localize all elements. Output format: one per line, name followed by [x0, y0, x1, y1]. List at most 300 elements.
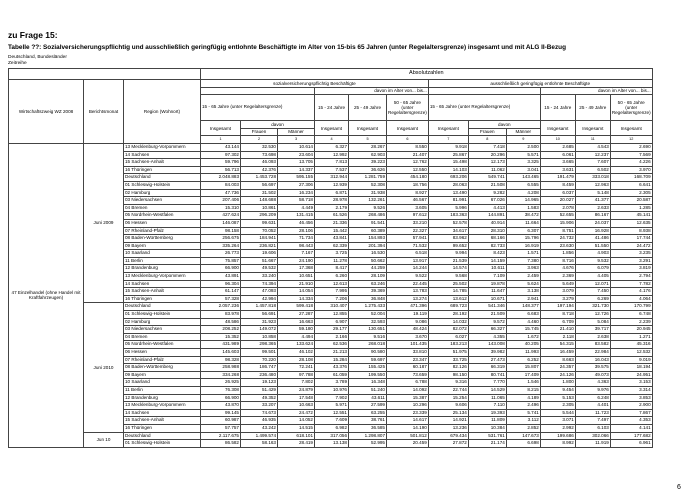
subtitle-series: Zeitreihe [8, 61, 27, 66]
region-cell: 05 Nordrhein-Westfalen [124, 341, 201, 349]
value-cell: 4.543 [575, 143, 610, 151]
value-cell: 50.662 [349, 257, 387, 265]
value-cell: 302.066 [575, 432, 610, 440]
value-cell: 501.812 [387, 432, 429, 440]
column-number: 7 [428, 136, 468, 144]
value-cell: 39.982 [468, 349, 506, 357]
value-cell: 72.241 [278, 364, 315, 372]
value-cell: 24.126 [540, 371, 575, 379]
header-absolutzahlen: Absolutzahlen [201, 69, 653, 80]
value-cell: 18.194 [610, 364, 652, 372]
value-cell: 9.516 [349, 333, 387, 341]
value-cell: 16.348 [349, 379, 387, 387]
value-cell: 82.733 [468, 242, 506, 250]
value-cell: 75.857 [201, 257, 241, 265]
value-cell: 15.745 [506, 326, 540, 334]
value-cell: 8.716 [540, 257, 575, 265]
value-cell: 47.093 [241, 288, 278, 296]
column-number: 2 [241, 136, 278, 144]
value-cell: 62.339 [315, 242, 349, 250]
region-cell: 14 Sachsen [124, 409, 201, 417]
value-cell: 4.494 [278, 333, 315, 341]
region-cell: 10 Saarland [124, 250, 201, 258]
value-cell: 9.606 [428, 402, 468, 410]
value-cell: 3.325 [506, 159, 540, 167]
value-cell: 73.698 [241, 151, 278, 159]
value-cell: 56.697 [241, 181, 278, 189]
region-cell: 12 Brandenburg [124, 394, 201, 402]
value-cell: 5.649 [540, 280, 575, 288]
header-insgesamt-svb: Insgesamt [201, 121, 241, 136]
value-cell: 23.339 [387, 409, 429, 417]
value-cell: 6.709 [540, 318, 575, 326]
value-cell: 5.084 [575, 318, 610, 326]
table-subtitle [8, 55, 67, 67]
value-cell: 39.717 [575, 326, 610, 334]
header-berichtsmonat: Berichtsmonat [84, 80, 124, 144]
value-cell: 28.063 [428, 181, 468, 189]
berichtsmonat-cell: Juni 2010 [84, 303, 124, 432]
value-cell: 1.281.759 [349, 174, 387, 182]
value-cell: 16.919 [506, 242, 540, 250]
value-cell: 61.147 [201, 288, 241, 296]
value-cell: 168.709 [610, 174, 652, 182]
value-cell: 2.166 [315, 333, 349, 341]
value-cell: 16.928 [575, 227, 610, 235]
value-cell: 52.655 [540, 212, 575, 220]
value-cell: 57.757 [201, 424, 241, 432]
value-cell: 83.582 [575, 341, 610, 349]
value-cell: 6.103 [575, 424, 610, 432]
value-cell: 15.807 [506, 364, 540, 372]
region-cell: 12 Brandenburg [124, 265, 201, 273]
value-cell: 26.925 [201, 379, 241, 387]
value-cell: 21.410 [540, 326, 575, 334]
value-cell: 132.261 [349, 197, 387, 205]
value-cell: 4.363 [575, 379, 610, 387]
region-cell: 07 Rheinland-Pfalz [124, 227, 201, 235]
value-cell: 693.206 [428, 174, 468, 182]
value-cell: 531.761 [468, 432, 506, 440]
value-cell: 2.690 [610, 143, 652, 151]
value-cell: 25.134 [428, 409, 468, 417]
value-cell: 90.580 [349, 349, 387, 357]
value-cell: 4.208 [506, 189, 540, 197]
value-cell: 170.799 [610, 303, 652, 311]
value-cell: 312.944 [315, 174, 349, 182]
value-cell: 7.380 [506, 257, 540, 265]
value-cell: 14.159 [468, 257, 506, 265]
value-cell: 13.705 [278, 159, 315, 167]
value-cell: 3.112 [506, 417, 540, 425]
value-cell: 11.993 [506, 349, 540, 357]
value-cell: 21.336 [315, 219, 349, 227]
berichtsmonat-cell: Jun 10 [84, 432, 124, 447]
header-age-25-49-agb: 25 - 49 Jahre [575, 95, 610, 121]
column-number: 10 [540, 136, 575, 144]
region-cell: 02 Hamburg [124, 189, 201, 197]
value-cell: 6.307 [506, 227, 540, 235]
value-cell: 48.424 [387, 326, 429, 334]
subtitle-region: Deutschland, Bundesländer [8, 55, 67, 60]
region-cell: 13 Mecklenburg-Vorpommern [124, 143, 201, 151]
header-spacer-agb [428, 87, 540, 95]
value-cell: 4.176 [610, 288, 652, 296]
value-cell: 68.166 [468, 235, 506, 243]
value-cell: 14.921 [428, 417, 468, 425]
value-cell: 7.110 [468, 402, 506, 410]
value-cell: 49.073 [575, 371, 610, 379]
value-cell: 1.457.818 [241, 303, 278, 311]
value-cell: 3.138 [506, 288, 540, 296]
value-cell: 15.498 [428, 159, 468, 167]
header-spacer-svb [201, 87, 315, 95]
value-cell: 334.268 [201, 371, 241, 379]
value-cell: 19.123 [241, 379, 278, 387]
value-cell: 2.685 [540, 143, 575, 151]
value-cell: 1.285 [610, 204, 652, 212]
header-insgesamt-50-65-svb: Insgesamt [387, 121, 429, 136]
region-cell: 01 Schleswig-Holstein [124, 181, 201, 189]
header-agb: ausschließlich geringfügig entlohnte Beschäftigte [428, 80, 652, 88]
value-cell: 22.744 [428, 386, 468, 394]
value-cell: 20.587 [610, 197, 652, 205]
value-cell: 10.651 [278, 273, 315, 281]
value-cell: 43.891 [201, 273, 241, 281]
value-cell: 21.539 [428, 257, 468, 265]
value-cell: 14.334 [278, 295, 315, 303]
value-cell: 4.449 [278, 204, 315, 212]
value-cell: 24.472 [610, 242, 652, 250]
value-cell: 52.308 [349, 181, 387, 189]
value-cell: 3.853 [610, 394, 652, 402]
value-cell: 6.079 [575, 265, 610, 273]
value-cell: 59.796 [201, 159, 241, 167]
value-cell: 19.119 [387, 311, 429, 319]
value-cell: 13.490 [428, 189, 468, 197]
header-region: Region (Wohnort) [124, 80, 201, 144]
value-cell: 7.609 [315, 417, 349, 425]
value-cell: 599.418 [278, 303, 315, 311]
value-cell: 48.586 [201, 318, 241, 326]
value-cell: 10.976 [315, 386, 349, 394]
value-cell: 9.522 [387, 273, 429, 281]
header-age-15-24-svb: 15 - 24 Jahre [315, 95, 349, 121]
value-cell: 59.697 [349, 356, 387, 364]
column-number: 12 [610, 136, 652, 144]
value-cell: 4.353 [610, 417, 652, 425]
value-cell: 66.900 [201, 394, 241, 402]
value-cell: 1.499.574 [241, 432, 278, 440]
value-cell: 2.305 [610, 189, 652, 197]
value-cell: 197.194 [540, 303, 575, 311]
value-cell: 39.369 [349, 288, 387, 296]
value-cell: 2.369 [540, 273, 575, 281]
header-wirtschaftszweig: Wirtschaftszweig WZ 2008 [9, 80, 84, 144]
value-cell: 155.425 [349, 364, 387, 372]
value-cell: 6.260 [315, 273, 349, 281]
value-cell: 1.453.728 [241, 174, 278, 182]
value-cell: 60.987 [201, 417, 241, 425]
question-heading: zu Frage 15: [8, 30, 58, 40]
value-cell: 82.072 [428, 326, 468, 334]
value-cell: 21.407 [387, 151, 429, 159]
region-cell: 03 Niedersachsen [124, 326, 201, 334]
value-cell: 8.215 [506, 386, 540, 394]
value-cell: 2.794 [610, 273, 652, 281]
value-cell: 97.788 [278, 371, 315, 379]
value-cell: 33.240 [241, 273, 278, 281]
region-cell: 15 Sachsen-Anhalt [124, 159, 201, 167]
value-cell: 45.316 [610, 341, 652, 349]
value-cell: 46.102 [278, 349, 315, 357]
value-cell: 83.962 [428, 235, 468, 243]
value-cell: 46.935 [241, 417, 278, 425]
value-cell: 36.626 [349, 166, 387, 174]
value-cell: 4.903 [575, 250, 610, 258]
value-cell: 8.992 [540, 440, 575, 448]
value-cell: 14.103 [428, 166, 468, 174]
value-cell: 8.751 [540, 227, 575, 235]
value-cell: 7.497 [575, 417, 610, 425]
value-cell: 3.631 [540, 166, 575, 174]
value-cell: 25.867 [428, 151, 468, 159]
value-cell: 2.117.675 [201, 432, 241, 440]
value-cell: 11.809 [468, 417, 506, 425]
value-cell: 541.346 [468, 303, 506, 311]
value-cell: 15.310 [201, 204, 241, 212]
value-cell: 5.571 [506, 151, 540, 159]
value-cell: 17.409 [506, 371, 540, 379]
value-cell: 28.978 [315, 197, 349, 205]
value-cell: 28.108 [278, 356, 315, 364]
value-cell: 8.550 [387, 143, 429, 151]
value-cell: 258.988 [201, 364, 241, 372]
value-cell: 66.319 [468, 364, 506, 372]
value-cell: 689.723 [428, 303, 468, 311]
value-cell: 91.541 [349, 219, 387, 227]
value-cell: 14.092 [387, 386, 429, 394]
value-cell: 38.761 [349, 417, 387, 425]
value-cell: 4.676 [540, 265, 575, 273]
value-cell: 24.037 [575, 219, 610, 227]
value-cell: 3.235 [610, 250, 652, 258]
value-cell: 101.435 [387, 341, 429, 349]
value-cell: 86.582 [201, 440, 241, 448]
header-davon-alter-svb: davon im Alter von... bis... [315, 87, 429, 95]
value-cell: 33.810 [387, 349, 429, 357]
value-cell: 27.306 [278, 181, 315, 189]
value-cell: 29.177 [315, 326, 349, 334]
region-cell: 06 Hessen [124, 219, 201, 227]
value-cell: 10.611 [468, 265, 506, 273]
value-cell: 154.893 [349, 235, 387, 243]
value-cell: 15.352 [201, 333, 241, 341]
value-cell: 5.741 [506, 409, 540, 417]
region-cell: Deutschland [124, 303, 201, 311]
value-cell: 1.672 [506, 333, 540, 341]
value-cell: 199.550 [349, 371, 387, 379]
value-cell: 1.571 [506, 250, 540, 258]
value-cell: 6.027 [428, 333, 468, 341]
column-number: 3 [278, 136, 315, 144]
value-cell: 6.748 [610, 311, 652, 319]
value-cell: 5.153 [540, 394, 575, 402]
value-cell: 14.052 [278, 417, 315, 425]
value-cell: 46.567 [387, 197, 429, 205]
value-cell: 28.192 [428, 311, 468, 319]
region-cell: 01 Schleswig-Holstein [124, 440, 201, 448]
value-cell: 2.057.236 [201, 303, 241, 311]
table-row [9, 432, 653, 440]
value-cell: 43.841 [315, 235, 349, 243]
value-cell: 3.314 [610, 386, 652, 394]
value-cell: 51.975 [428, 349, 468, 357]
value-cell: 208.252 [201, 326, 241, 334]
value-cell: 12.532 [610, 349, 652, 357]
column-number: 4 [315, 136, 349, 144]
value-cell: 2.992 [540, 424, 575, 432]
value-cell: 25.502 [428, 280, 468, 288]
value-cell: 12.550 [387, 166, 429, 174]
value-cell: 3.819 [610, 265, 652, 273]
value-cell: 46.456 [278, 219, 315, 227]
region-cell: 13 Mecklenburg-Vorpommern [124, 273, 201, 281]
value-cell: 321.730 [575, 303, 610, 311]
value-cell: 15.442 [315, 227, 349, 235]
value-cell: 133.624 [278, 341, 315, 349]
value-cell: 6.788 [387, 379, 429, 387]
value-cell: 207.406 [201, 197, 241, 205]
value-cell: 21.508 [468, 181, 506, 189]
header-frauen-svb: Frauen [241, 128, 278, 136]
value-cell: 4.460 [506, 318, 540, 326]
value-cell: 12.551 [315, 409, 349, 417]
value-cell: 40.205 [506, 341, 540, 349]
value-cell: 24.472 [278, 409, 315, 417]
value-cell: 26.773 [201, 250, 241, 258]
value-cell: 28.109 [349, 273, 387, 281]
value-cell: 7.206 [315, 295, 349, 303]
value-cell: 11.065 [468, 394, 506, 402]
value-cell: 74.673 [241, 409, 278, 417]
value-cell: 9.532 [575, 257, 610, 265]
region-cell: 09 Bayern [124, 242, 201, 250]
header-age-total-svb: 15 - 65 Jahre (unter Regelaltersgrenze) [201, 95, 315, 121]
header-corner [9, 69, 201, 80]
value-cell: 14.337 [278, 166, 315, 174]
value-cell: 6.252 [506, 356, 540, 364]
value-cell: 18.756 [387, 181, 429, 189]
value-cell: 23.630 [540, 242, 575, 250]
value-cell: 15.906 [540, 219, 575, 227]
value-cell: 12.635 [610, 219, 652, 227]
value-cell: 42.376 [241, 166, 278, 174]
value-cell: 10.671 [468, 295, 506, 303]
region-cell: 14 Sachsen [124, 280, 201, 288]
value-cell: 6.961 [610, 440, 652, 448]
region-cell: 15 Sachsen-Anhalt [124, 417, 201, 425]
header-insgesamt-25-49-agb: Insgesamt [575, 121, 610, 136]
column-number: 5 [349, 136, 387, 144]
value-cell: 63.255 [349, 409, 387, 417]
value-cell: 13.274 [387, 295, 429, 303]
value-cell: 28.310 [468, 227, 506, 235]
table-row [9, 303, 653, 311]
value-cell: 66.900 [201, 265, 241, 273]
value-cell: 4.141 [610, 424, 652, 432]
region-cell: 09 Bayern [124, 371, 201, 379]
region-cell: 03 Niedersachsen [124, 197, 201, 205]
value-cell: 23.347 [387, 356, 429, 364]
value-cell: 38.472 [506, 212, 540, 220]
value-cell: 13.917 [387, 257, 429, 265]
value-cell: 14.785 [428, 288, 468, 296]
value-cell: 9.019 [610, 356, 652, 364]
value-cell: 21.910 [278, 280, 315, 288]
value-cell: 32.593 [349, 318, 387, 326]
value-cell: 33.725 [428, 356, 468, 364]
value-cell: 8.459 [540, 181, 575, 189]
value-cell: 61.526 [315, 212, 349, 220]
value-cell: 143.465 [506, 174, 540, 182]
value-cell: 1.856 [540, 250, 575, 258]
value-cell: 16.663 [278, 318, 315, 326]
value-cell: 3.291 [610, 257, 652, 265]
value-cell: 7.569 [610, 151, 652, 159]
value-cell: 149.072 [241, 326, 278, 334]
value-cell: 131.415 [278, 212, 315, 220]
value-cell: 4.355 [468, 333, 506, 341]
value-cell: 19.878 [468, 280, 506, 288]
value-cell: 2.048.883 [201, 174, 241, 182]
value-cell: 43.870 [201, 402, 241, 410]
value-cell: 296.209 [241, 212, 278, 220]
value-cell: 1.546 [506, 379, 540, 387]
header-davon-svb: davon [241, 121, 315, 129]
value-cell: 9.282 [468, 189, 506, 197]
value-cell: 2.900 [610, 402, 652, 410]
value-cell: 6.698 [506, 440, 540, 448]
region-cell: Deutschland [124, 174, 201, 182]
value-cell: 427.624 [201, 212, 241, 220]
value-cell: 22.445 [387, 280, 429, 288]
value-cell: 13.783 [387, 288, 429, 296]
value-cell: 2.638 [575, 333, 610, 341]
value-cell: 298.365 [241, 341, 278, 349]
value-cell: 2.941 [506, 295, 540, 303]
value-cell: 63.246 [349, 280, 387, 288]
value-cell: 70.052 [241, 227, 278, 235]
value-cell: 11.062 [468, 166, 506, 174]
value-cell: 8.927 [387, 189, 429, 197]
value-cell: 43.376 [315, 364, 349, 372]
value-cell: 17.548 [278, 394, 315, 402]
value-cell: 14.529 [468, 386, 506, 394]
value-cell: 6.518 [387, 250, 429, 258]
region-cell: 14 Sachsen [124, 151, 201, 159]
value-cell: 20.945 [610, 326, 652, 334]
value-cell: 47.736 [201, 189, 241, 197]
value-cell: 1.275.433 [349, 303, 387, 311]
value-cell: 97.612 [387, 212, 429, 220]
value-cell: 51.429 [241, 386, 278, 394]
value-cell: 99.145 [201, 409, 241, 417]
value-cell: 9.316 [428, 379, 468, 387]
value-cell: 6.907 [315, 318, 349, 326]
value-cell: 7.770 [468, 379, 506, 387]
value-cell: 199.686 [540, 432, 575, 440]
